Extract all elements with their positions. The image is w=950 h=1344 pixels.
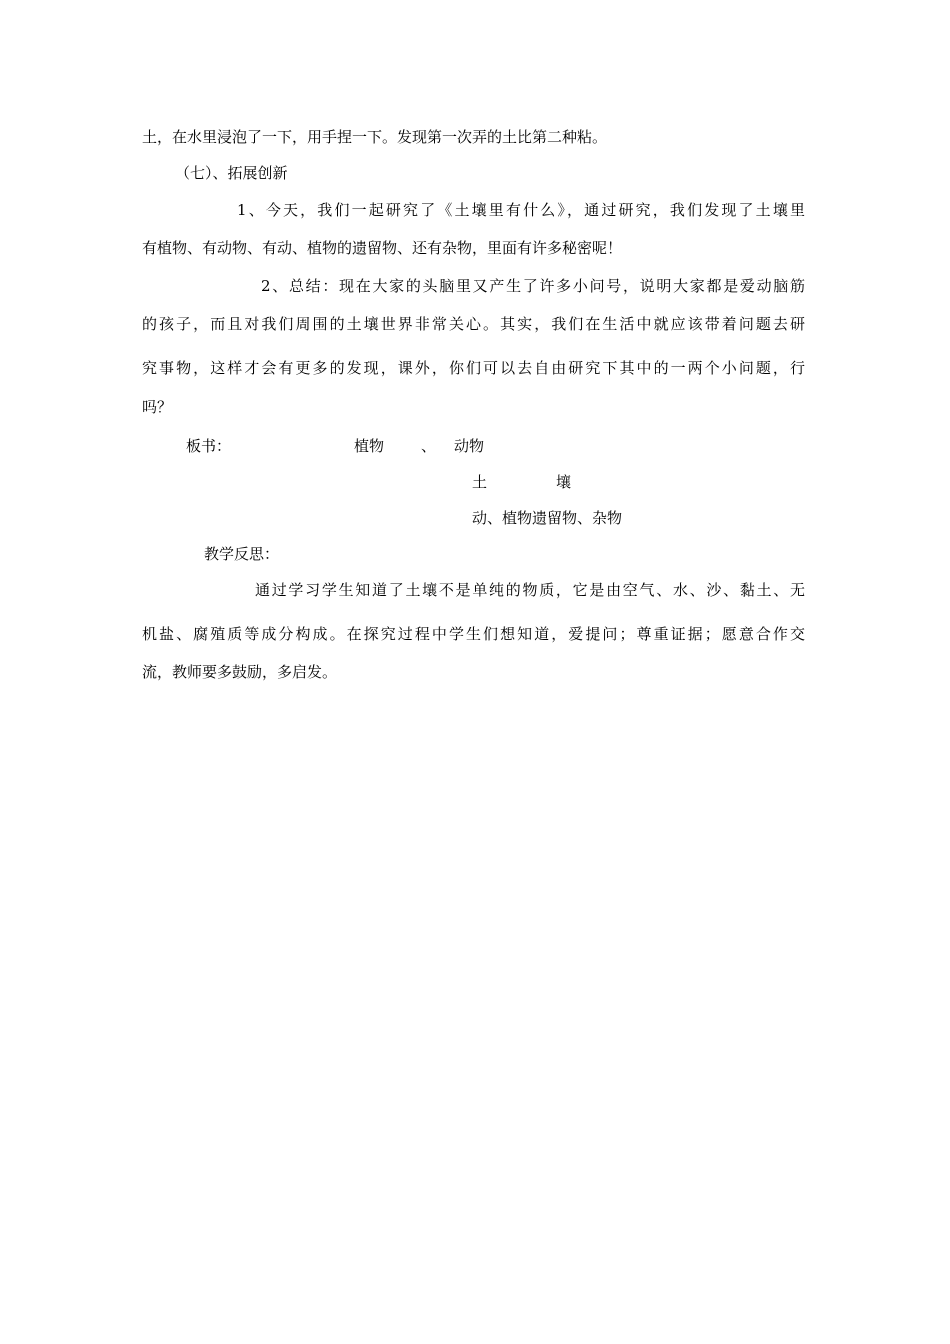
section-heading: （七）、拓展创新 bbox=[175, 164, 288, 182]
board-remains: 动、植物遗留物、杂物 bbox=[472, 509, 623, 527]
reflection-line2: 机盐、腐殖质等成分构成。在探究过程中学生们想知道，爱提问；尊重证据；愿意合作交 bbox=[142, 625, 805, 643]
point1-line1: 1、今天，我们一起研究了《土壤里有什么》，通过研究，我们发现了土壤里 bbox=[237, 201, 805, 219]
point2-line1: 2、总结：现在大家的头脑里又产生了许多小问号，说明大家都是爱动脑筋 bbox=[261, 277, 805, 295]
board-soil-left: 土 bbox=[472, 473, 488, 491]
board-soil-right: 壤 bbox=[556, 473, 572, 491]
point2-line4: 吗？ bbox=[142, 398, 173, 416]
board-separator: 、 bbox=[421, 437, 437, 455]
paragraph-continuation: 土，在水里浸泡了一下，用手捏一下。发现第一次弄的土比第二种粘。 bbox=[142, 128, 608, 146]
board-plants: 植物 bbox=[354, 437, 385, 455]
reflection-line3: 流，教师要多鼓励，多启发。 bbox=[142, 663, 338, 681]
board-label: 板书： bbox=[186, 437, 232, 455]
board-animals: 动物 bbox=[454, 437, 485, 455]
point2-line2: 的孩子，而且对我们周围的土壤世界非常关心。其实，我们在生活中就应该带着问题去研 bbox=[142, 315, 805, 333]
reflection-line1: 通过学习学生知道了土壤不是单纯的物质，它是由空气、水、沙、黏土、无 bbox=[255, 581, 805, 599]
point2-line3: 究事物，这样才会有更多的发现，课外，你们可以去自由研究下其中的一两个小问题，行 bbox=[142, 359, 805, 377]
point1-line2: 有植物、有动物、有动、植物的遗留物、还有杂物，里面有许多秘密呢！ bbox=[142, 239, 623, 257]
reflection-heading: 教学反思： bbox=[204, 545, 280, 563]
